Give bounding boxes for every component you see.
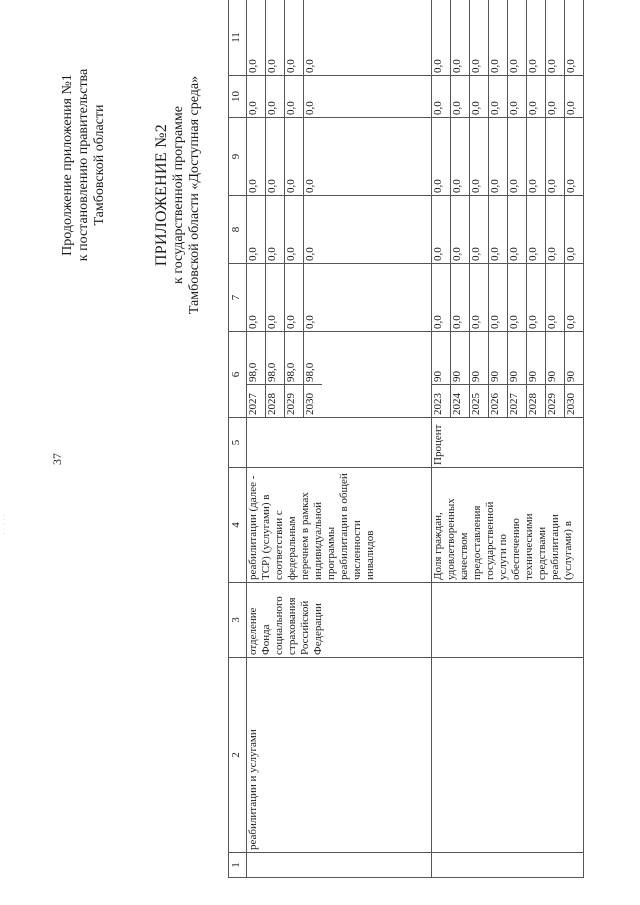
value: 0,0 <box>565 247 577 261</box>
year-value: 90 <box>432 332 451 385</box>
cell-years <box>247 332 432 418</box>
value: 0,0 <box>527 0 546 75</box>
year: 2023 <box>432 385 451 418</box>
year-value: 90 <box>546 332 565 385</box>
value: 0,0 <box>304 247 316 261</box>
col-num: 1 <box>229 853 247 878</box>
value: 0,0 <box>451 264 470 331</box>
col-num: 2 <box>229 658 247 853</box>
cell-col1 <box>247 853 432 878</box>
cell-col11 <box>247 0 432 76</box>
col-num: 9 <box>229 118 247 196</box>
year: 2029 <box>285 385 304 418</box>
cell-years <box>432 332 584 418</box>
value: 0,0 <box>451 0 470 75</box>
value: 0,0 <box>432 118 451 195</box>
value: 0,0 <box>470 118 489 195</box>
value: 0,0 <box>304 315 316 329</box>
year: 2029 <box>546 385 565 418</box>
table-row <box>247 0 432 878</box>
value: 0,0 <box>565 179 577 193</box>
year-value: 98,0 <box>304 362 316 382</box>
cell-col2: реабилитации и услугами <box>247 658 432 853</box>
continuation-header <box>60 5 108 325</box>
col-num: 5 <box>229 418 247 468</box>
value: 0,0 <box>285 0 304 75</box>
col-num: 11 <box>229 0 247 76</box>
cell-col9 <box>432 118 584 196</box>
value: 0,0 <box>527 196 546 263</box>
value: 0,0 <box>285 196 304 263</box>
continuation-line-3: Тамбовской области <box>92 104 107 226</box>
year: 2028 <box>527 385 546 418</box>
value: 0,0 <box>527 264 546 331</box>
table-row <box>432 0 584 878</box>
value: 0,0 <box>432 0 451 75</box>
cell-col8 <box>432 196 584 264</box>
col-num: 10 <box>229 76 247 118</box>
year-value: 98,0 <box>266 332 285 385</box>
indicators-table <box>228 0 584 878</box>
year: 2027 <box>508 385 527 418</box>
value: 0,0 <box>470 76 489 117</box>
year-value: 98,0 <box>285 332 304 385</box>
continuation-line-1: Продолжение приложения №1 <box>60 74 75 256</box>
cell-col8 <box>247 196 432 264</box>
year: 2027 <box>247 385 266 418</box>
value: 0,0 <box>247 264 266 331</box>
col-num: 4 <box>229 468 247 583</box>
value: 0,0 <box>470 0 489 75</box>
year: 2024 <box>451 385 470 418</box>
year-value: 90 <box>489 332 508 385</box>
value: 0,0 <box>508 196 527 263</box>
value: 0,0 <box>451 76 470 117</box>
cell-col9 <box>247 118 432 196</box>
cell-col7 <box>247 264 432 332</box>
value: 0,0 <box>565 315 577 329</box>
value: 0,0 <box>508 0 527 75</box>
cell-col5: Процент <box>432 418 584 468</box>
value: 0,0 <box>489 76 508 117</box>
value: 0,0 <box>546 196 565 263</box>
scan-artifact: ····· <box>0 511 9 535</box>
value: 0,0 <box>432 264 451 331</box>
value: 0,0 <box>470 264 489 331</box>
cell-col10 <box>432 76 584 118</box>
value: 0,0 <box>546 0 565 75</box>
value: 0,0 <box>247 0 266 75</box>
value: 0,0 <box>508 76 527 117</box>
value: 0,0 <box>266 0 285 75</box>
value: 0,0 <box>489 264 508 331</box>
value: 0,0 <box>285 264 304 331</box>
value: 0,0 <box>285 76 304 117</box>
column-number-row <box>229 0 247 878</box>
value: 0,0 <box>285 118 304 195</box>
value: 0,0 <box>304 101 316 115</box>
value: 0,0 <box>266 76 285 117</box>
value: 0,0 <box>247 76 266 117</box>
col-num: 8 <box>229 196 247 264</box>
year-value: 90 <box>527 332 546 385</box>
value: 0,0 <box>470 196 489 263</box>
cell-col4: реабилитации (далее - ТСР) (услугами) в соответствии с федеральным перечнем в рамках индивидуальной программы реабилитации в общей численности инвалидов <box>247 468 432 583</box>
value: 0,0 <box>508 264 527 331</box>
value: 0,0 <box>247 118 266 195</box>
value: 0,0 <box>489 118 508 195</box>
continuation-line-2: к постановлению правительства <box>76 68 91 262</box>
value: 0,0 <box>247 196 266 263</box>
value: 0,0 <box>304 59 316 73</box>
col-num: 7 <box>229 264 247 332</box>
cell-col4: Доля граждан, удовлетворенных качеством предоставления государственной услуги по обеспечению техническими средствами реабилитации (услугами) в <box>432 468 584 583</box>
value: 0,0 <box>266 196 285 263</box>
year: 2028 <box>266 385 285 418</box>
value: 0,0 <box>565 101 577 115</box>
value: 0,0 <box>546 76 565 117</box>
cell-col3: отделение Фонда социального страхования Российской Федерации <box>247 583 432 658</box>
appendix-line-2: Тамбовской области «Доступная среда» <box>187 75 202 315</box>
year-value: 90 <box>565 371 577 382</box>
cell-col2 <box>432 658 584 853</box>
value: 0,0 <box>489 0 508 75</box>
value: 0,0 <box>432 76 451 117</box>
value: 0,0 <box>489 196 508 263</box>
col-num: 3 <box>229 583 247 658</box>
value: 0,0 <box>565 59 577 73</box>
value: 0,0 <box>266 264 285 331</box>
value: 0,0 <box>508 118 527 195</box>
year: 2030 <box>565 385 584 418</box>
value: 0,0 <box>527 76 546 117</box>
value: 0,0 <box>432 196 451 263</box>
year-value: 90 <box>470 332 489 385</box>
value: 0,0 <box>527 118 546 195</box>
cell-col3 <box>432 583 584 658</box>
value: 0,0 <box>304 179 316 193</box>
year: 2030 <box>304 385 323 418</box>
page-number: 37 <box>50 453 64 465</box>
col-num: 6 <box>229 332 247 418</box>
value: 0,0 <box>546 118 565 195</box>
year: 2026 <box>489 385 508 418</box>
appendix-line-1: к государственной программе <box>171 106 186 284</box>
cell-col11 <box>432 0 584 76</box>
year: 2025 <box>470 385 489 418</box>
value: 0,0 <box>266 118 285 195</box>
appendix-title: ПРИЛОЖЕНИЕ №2 <box>153 123 170 267</box>
value: 0,0 <box>451 118 470 195</box>
cell-col10 <box>247 76 432 118</box>
value: 0,0 <box>546 264 565 331</box>
cell-col1 <box>432 853 584 878</box>
year-value: 98,0 <box>247 332 266 385</box>
appendix-header <box>152 5 203 385</box>
cell-col5 <box>247 418 432 468</box>
cell-col7 <box>432 264 584 332</box>
year-value: 90 <box>508 332 527 385</box>
year-value: 90 <box>451 332 470 385</box>
value: 0,0 <box>451 196 470 263</box>
